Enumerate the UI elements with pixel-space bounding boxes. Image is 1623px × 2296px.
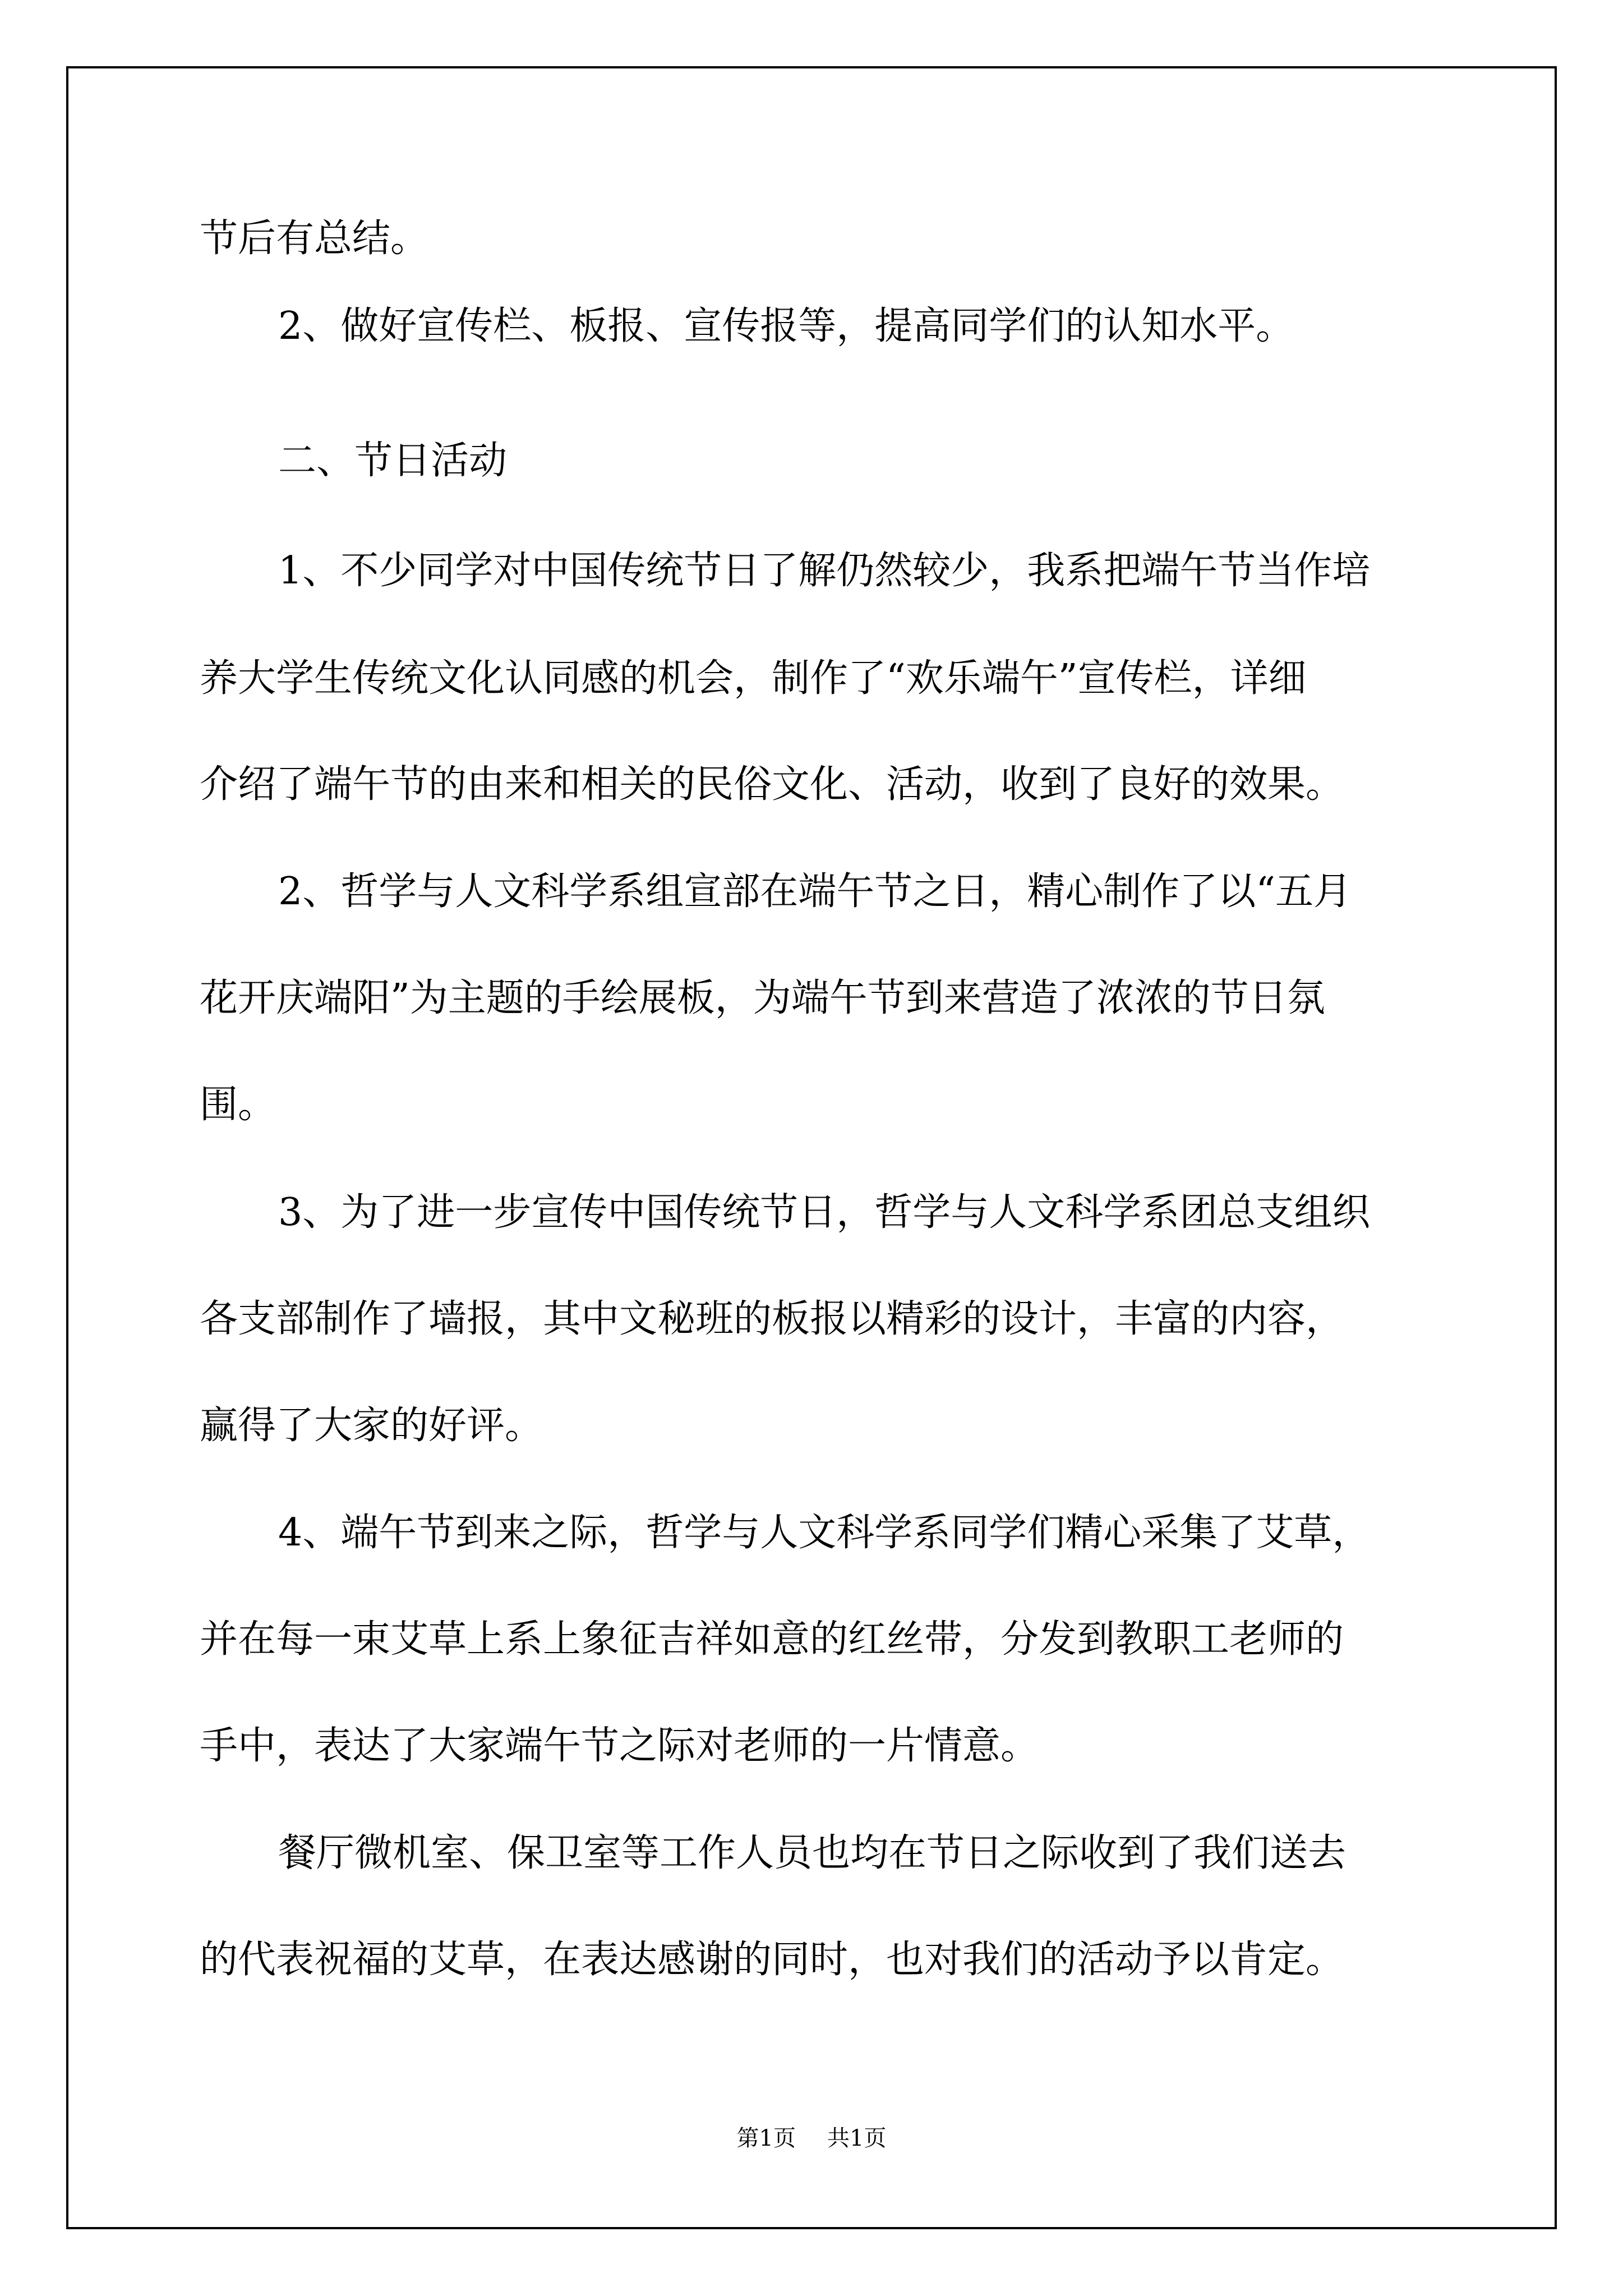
text-line: 手中，表达了大家端午节之际对老师的一片情意。 (200, 1724, 1039, 1768)
section-heading: 二、节日活动 (278, 439, 508, 483)
page-border (66, 66, 1557, 2229)
text-line: 养大学生传统文化认同感的机会，制作了“欢乐端午”宣传栏，详细 (200, 656, 1307, 701)
text-line: 介绍了端午节的由来和相关的民俗文化、活动，收到了良好的效果。 (200, 762, 1344, 807)
text-line: 3、为了进一步宣传中国传统节日，哲学与人文科学系团总支组织 (278, 1190, 1371, 1235)
page-number: 第1页 (736, 2125, 796, 2151)
text-line: 1、不少同学对中国传统节日了解仍然较少，我系把端午节当作培 (278, 549, 1371, 593)
text-line: 围。 (200, 1083, 276, 1127)
text-line: 各支部制作了墙报，其中文秘班的板报以精彩的设计，丰富的内容， (200, 1297, 1344, 1341)
text-line: 的代表祝福的艾草，在表达感谢的同时，也对我们的活动予以肯定。 (200, 1938, 1344, 1982)
text-line: 2、哲学与人文科学系组宣部在端午节之日，精心制作了以“五月 (278, 869, 1352, 914)
page-footer (0, 2123, 1623, 2154)
text-line: 花开庆端阳”为主题的手绘展板，为端午节到来营造了浓浓的节日氛 (200, 976, 1325, 1020)
text-line: 餐厅微机室、保卫室等工作人员也均在节日之际收到了我们送去 (278, 1831, 1347, 1875)
page-total: 共1页 (827, 2125, 887, 2151)
text-line: 赢得了大家的好评。 (200, 1404, 543, 1448)
text-line: 4、端午节到来之际，哲学与人文科学系同学们精心采集了艾草， (278, 1511, 1371, 1555)
text-line: 节后有总结。 (200, 217, 429, 261)
text-line: 2、做好宣传栏、板报、宣传报等，提高同学们的认知水平。 (278, 304, 1294, 348)
text-line: 并在每一束艾草上系上象征吉祥如意的红丝带，分发到教职工老师的 (200, 1617, 1344, 1662)
